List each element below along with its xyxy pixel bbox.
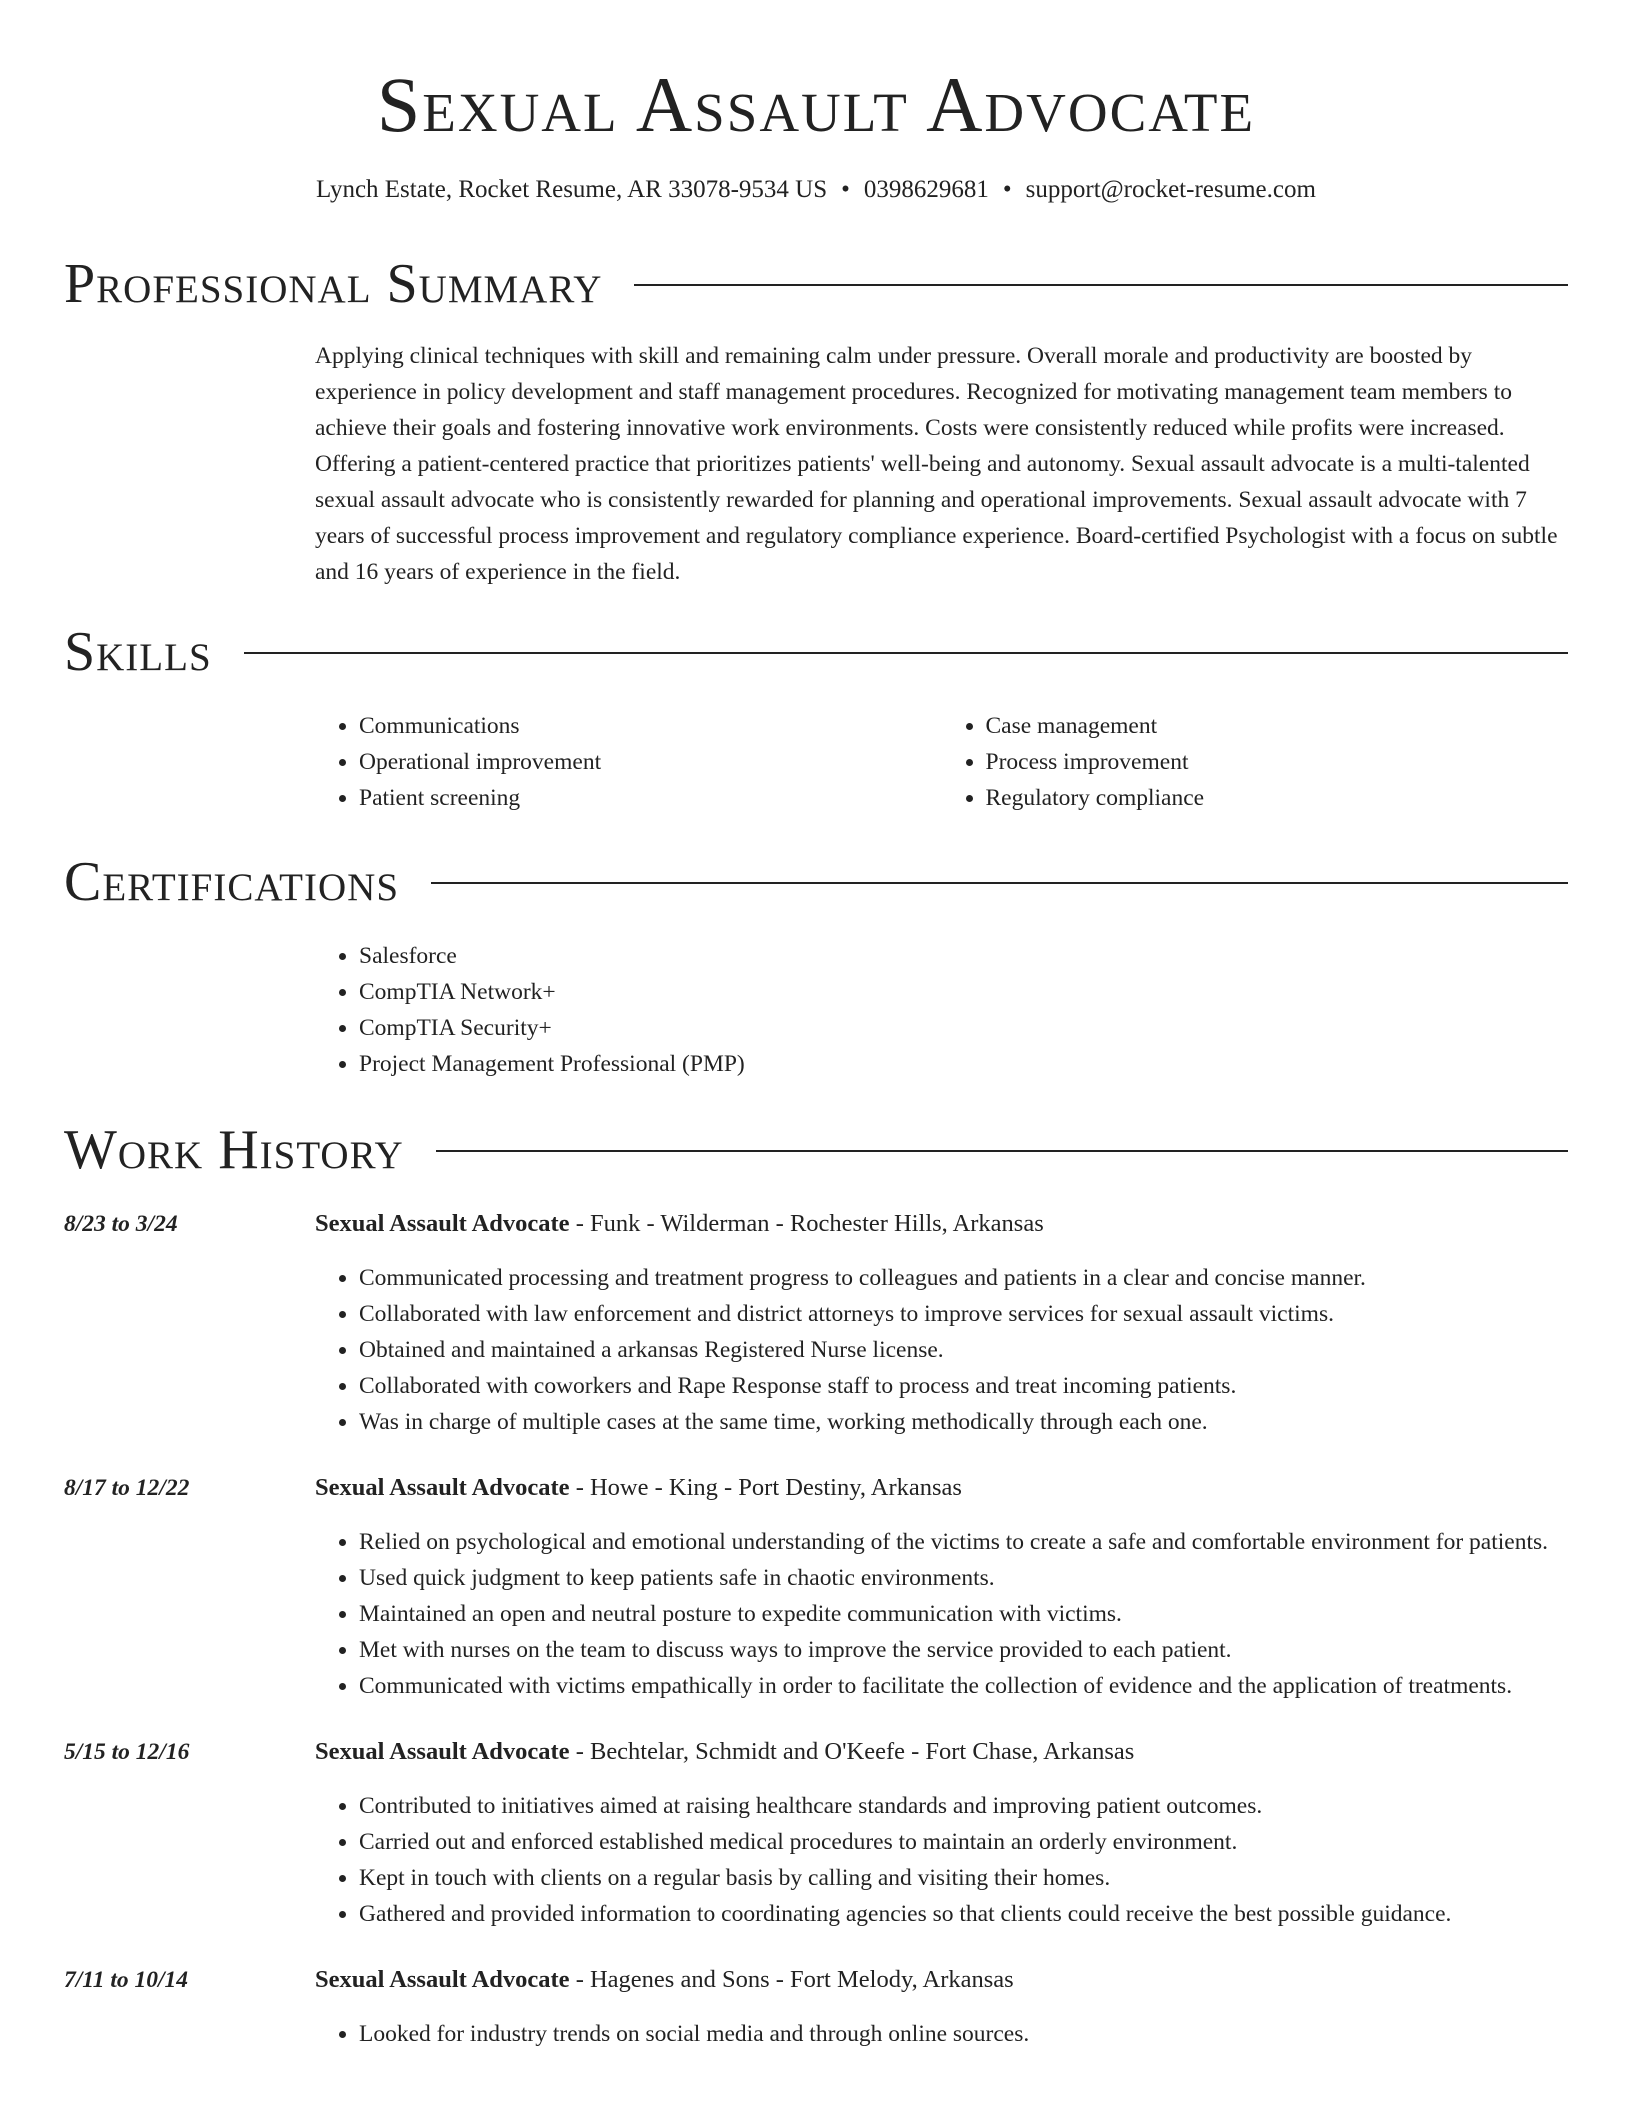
skill-item: • Regulatory compliance: [986, 780, 1569, 816]
skills-column-left: [315, 708, 942, 816]
work-entry: [64, 1470, 1568, 1704]
job-company: - Hagenes and Sons - Fort Melody, Arkansas: [569, 1966, 1014, 1993]
skill-item: • Case management: [986, 708, 1569, 744]
work-history-section-header: [64, 1118, 1568, 1182]
work-bullet: • Relied on psychological and emotional understanding of the victims to create a safe and comfortable environment for patients.: [359, 1524, 1568, 1560]
certification-item: • Salesforce: [359, 938, 1568, 974]
work-history-heading: Work History: [64, 1119, 404, 1181]
work-bullet: • Obtained and maintained a arkansas Registered Nurse license.: [359, 1332, 1568, 1368]
certification-item: • Project Management Professional (PMP): [359, 1046, 1568, 1082]
summary-section-header: [64, 252, 1568, 316]
section-divider: [634, 284, 1568, 286]
job-title: Sexual Assault Advocate: [315, 1474, 570, 1501]
work-dates: 8/17 to 12/22: [64, 1475, 190, 1501]
skills-column-right: [942, 708, 1569, 816]
work-bullet: • Collaborated with law enforcement and district attorneys to improve services for sexual assault victims.: [359, 1296, 1568, 1332]
work-title-line: [315, 1962, 1568, 1998]
work-bullet: • Gathered and provided information to coordinating agencies so that clients could receive the best possible guidance.: [359, 1896, 1568, 1932]
work-bullet: • Was in charge of multiple cases at the same time, working methodically through each one.: [359, 1404, 1568, 1440]
job-company: - Howe - King - Port Destiny, Arkansas: [569, 1474, 962, 1501]
work-dates: 8/23 to 3/24: [64, 1211, 178, 1237]
skill-item: • Patient screening: [359, 780, 942, 816]
skill-item: • Communications: [359, 708, 942, 744]
job-title: Sexual Assault Advocate: [315, 1210, 570, 1237]
contact-phone: 0398629681: [863, 176, 989, 203]
section-divider: [431, 882, 1568, 884]
job-title: Sexual Assault Advocate: [315, 1966, 570, 1993]
work-dates: 5/15 to 12/16: [64, 1739, 190, 1765]
certification-item: • CompTIA Network+: [359, 974, 1568, 1010]
summary-heading: Professional Summary: [64, 253, 603, 315]
work-bullets: [315, 2016, 1568, 2052]
section-divider: [244, 652, 1568, 654]
skill-item: • Operational improvement: [359, 744, 942, 780]
job-company: - Funk - Wilderman - Rochester Hills, Arkansas: [569, 1210, 1044, 1237]
certifications-list: [315, 938, 1568, 1082]
job-company: - Bechtelar, Schmidt and O'Keefe - Fort Chase, Arkansas: [569, 1738, 1135, 1765]
work-bullet: • Maintained an open and neutral posture to expedite communication with victims.: [359, 1596, 1568, 1632]
work-bullets: [315, 1260, 1568, 1440]
candidate-name: Sexual Assault Advocate: [376, 61, 1256, 148]
work-title-line: [315, 1470, 1568, 1506]
skills-list: [315, 708, 1568, 816]
skills-section-header: [64, 620, 1568, 684]
job-title: Sexual Assault Advocate: [315, 1738, 570, 1765]
skill-item: • Process improvement: [986, 744, 1569, 780]
contact-separator: •: [1002, 176, 1012, 203]
work-entry: [64, 1962, 1568, 2052]
certification-item: • CompTIA Security+: [359, 1010, 1568, 1046]
resume-page: [64, 0, 1568, 2052]
contact-line: [64, 174, 1568, 206]
work-dates: 7/11 to 10/14: [64, 1967, 189, 1993]
work-bullet: • Met with nurses on the team to discuss ways to improve the service provided to each patient.: [359, 1632, 1568, 1668]
work-bullet: • Used quick judgment to keep patients safe in chaotic environments.: [359, 1560, 1568, 1596]
work-bullet: • Collaborated with coworkers and Rape Response staff to process and treat incoming patients.: [359, 1368, 1568, 1404]
work-bullet: • Communicated with victims empathically in order to facilitate the collection of evidence and the application of treatments.: [359, 1668, 1568, 1704]
work-bullet: • Contributed to initiatives aimed at raising healthcare standards and improving patient outcomes.: [359, 1788, 1568, 1824]
work-bullet: • Carried out and enforced established medical procedures to maintain an orderly environment.: [359, 1824, 1568, 1860]
contact-separator: •: [841, 176, 850, 203]
summary-text: Applying clinical techniques with skill and remaining calm under pressure. Overall morale and productivity are boosted by experience in policy development and staff management procedures. Recognized for motivating management team members to achieve their goals and fostering innovative work environments. Costs were consistently reduced while profits were increased. Offering a patient-centered practice that prioritizes patients' well-being and autonomy. Sexual assault advocate is a multi-talented sexual assault advocate who is consistently rewarded for planning and operational improvements. Sexual assault advocate with 7 years of successful process improvement and regulatory compliance experience. Board-certified Psychologist with a focus on subtle and 16 years of experience in the field.: [315, 343, 1558, 585]
skills-heading: Skills: [64, 621, 212, 683]
work-bullets: [315, 1524, 1568, 1704]
work-entry: [64, 1734, 1568, 1932]
work-bullets: [315, 1788, 1568, 1932]
contact-email: support@rocket-resume.com: [1025, 176, 1316, 203]
work-title-line: [315, 1206, 1568, 1242]
work-bullet: • Communicated processing and treatment progress to colleagues and patients in a clear and concise manner.: [359, 1260, 1568, 1296]
work-bullet: • Looked for industry trends on social media and through online sources.: [359, 2016, 1568, 2052]
certifications-section-header: [64, 850, 1568, 914]
section-divider: [436, 1150, 1568, 1152]
work-entry: [64, 1206, 1568, 1440]
certifications-heading: Certifications: [64, 851, 400, 913]
contact-address: Lynch Estate, Rocket Resume, AR 33078-9534 US: [316, 176, 828, 203]
work-title-line: [315, 1734, 1568, 1770]
work-bullet: • Kept in touch with clients on a regular basis by calling and visiting their homes.: [359, 1860, 1568, 1896]
